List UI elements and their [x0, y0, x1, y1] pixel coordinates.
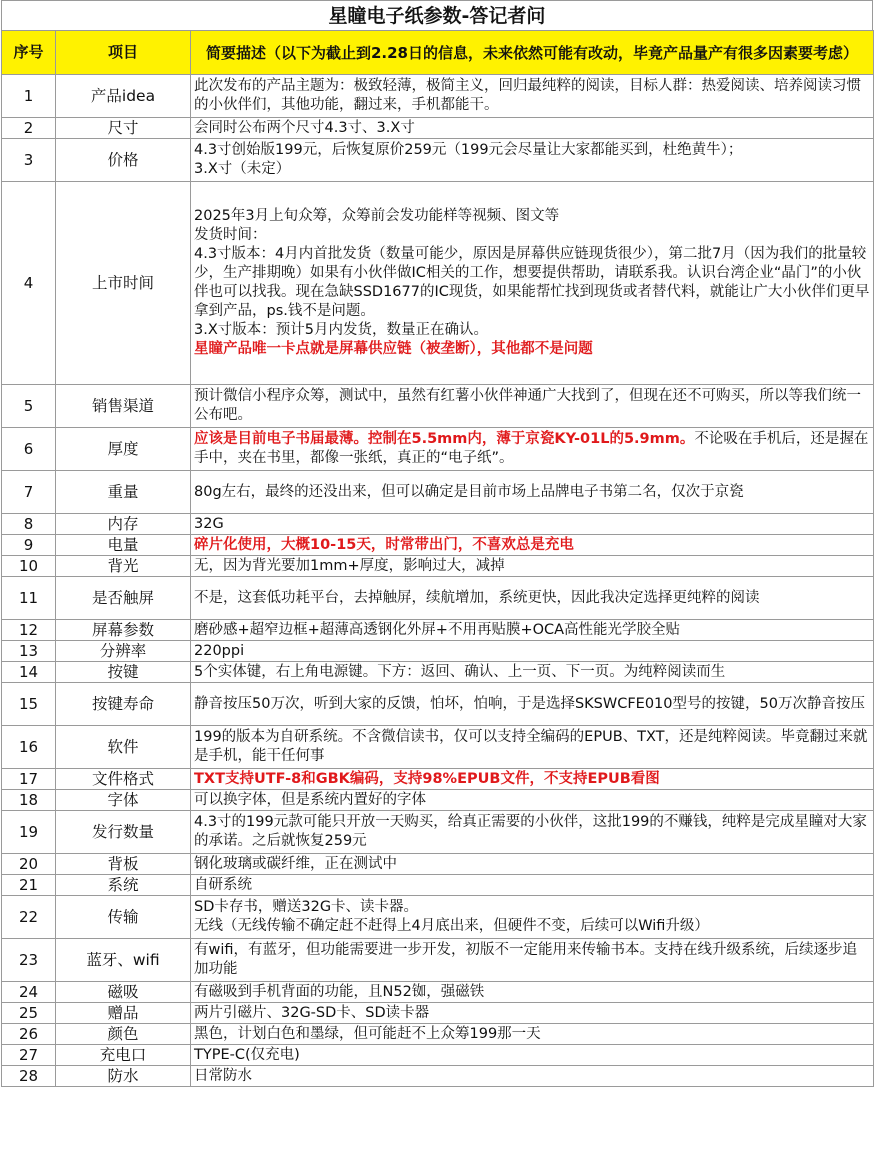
row-number: 16: [2, 726, 56, 769]
row-item: 发行数量: [56, 811, 191, 854]
row-number: 28: [2, 1066, 56, 1087]
row-description: [191, 769, 874, 790]
row-description: [191, 428, 874, 471]
description-text: 有wifi，有蓝牙，但功能需要进一步开发，初版不一定能用来传输书本。支持在线升级系统，后续逐步追加功能: [194, 942, 858, 977]
row-item: 产品idea: [56, 75, 191, 118]
description-text: 磨砂感+超窄边框+超薄高透钢化外屏+不用再贴膜+OCA高性能光学胶全贴: [194, 621, 681, 638]
row-description: [191, 790, 874, 811]
row-item: 价格: [56, 139, 191, 182]
description-line: [194, 340, 870, 359]
highlight-text: 星瞳产品唯一卡点就是屏幕供应链（被垄断），其他都不是问题: [194, 341, 593, 357]
table-row: [2, 577, 874, 620]
row-description: [191, 1003, 874, 1024]
row-number: 24: [2, 982, 56, 1003]
row-description: [191, 939, 874, 982]
table-row: [2, 620, 874, 641]
row-item: 防水: [56, 1066, 191, 1087]
table-row: [2, 471, 874, 514]
table-row: [2, 875, 874, 896]
row-number: 5: [2, 385, 56, 428]
table-row: [2, 854, 874, 875]
row-item: 屏幕参数: [56, 620, 191, 641]
description-line: [194, 876, 870, 895]
description-text: 无线（无线传输不确定赶不赶得上4月底出来，但硬件不变，后续可以Wifi升级）: [194, 918, 709, 934]
description-text: 有磁吸到手机背面的功能，且N52铷，强磁铁: [194, 983, 485, 1000]
description-line: [194, 536, 870, 555]
spreadsheet: [1, 0, 873, 1087]
description-line: [194, 813, 870, 851]
row-item: 软件: [56, 726, 191, 769]
description-line: [194, 245, 870, 321]
row-description: [191, 385, 874, 428]
description-text: 32G: [194, 515, 224, 532]
row-number: 25: [2, 1003, 56, 1024]
row-number: 3: [2, 139, 56, 182]
table-row: [2, 982, 874, 1003]
header-item: 项目: [56, 31, 191, 75]
description-line: [194, 642, 870, 661]
description-line: [194, 226, 870, 245]
description-line: [194, 917, 870, 936]
description-line: [194, 160, 870, 179]
table-row: [2, 811, 874, 854]
description-line: [194, 77, 870, 115]
table-row: [2, 769, 874, 790]
row-item: 是否触屏: [56, 577, 191, 620]
description-line: [194, 621, 870, 640]
row-number: 27: [2, 1045, 56, 1066]
row-item: 分辨率: [56, 641, 191, 662]
description-text: 静音按压50万次，听到大家的反馈，怕坏，怕响，于是选择SKSWCFE010型号的按键，50万次静音按压: [194, 695, 865, 712]
row-item: 颜色: [56, 1024, 191, 1045]
row-number: 15: [2, 683, 56, 726]
row-number: 7: [2, 471, 56, 514]
description-text: 自研系统: [194, 876, 252, 893]
description-text: 5个实体键，右上角电源键。下方：返回、确认、上一页、下一页。为纯粹阅读而生: [194, 663, 726, 680]
row-number: 12: [2, 620, 56, 641]
description-line: [194, 1067, 870, 1086]
description-text: 220ppi: [194, 642, 245, 659]
description-text: 黑色，计划白色和墨绿，但可能赶不上众筹199那一天: [194, 1025, 541, 1042]
table-row: [2, 118, 874, 139]
description-text: 此次发布的产品主题为：极致轻薄，极简主义，回归最纯粹的阅读，目标人群：热爱阅读、培养阅读习惯的小伙伴们，其他功能，翻过来，手机都能干。: [194, 78, 861, 113]
row-description: [191, 1024, 874, 1045]
description-text: 无，因为背光要加1mm+厚度，影响过大，减掉: [194, 557, 505, 574]
row-item: 厚度: [56, 428, 191, 471]
row-item: 上市时间: [56, 182, 191, 385]
table-row: [2, 1024, 874, 1045]
row-number: 17: [2, 769, 56, 790]
description-text: 80g左右，最终的还没出来，但可以确定是目前市场上品牌电子书第二名，仅次于京瓷: [194, 483, 744, 500]
row-description: [191, 471, 874, 514]
row-description: [191, 854, 874, 875]
row-number: 21: [2, 875, 56, 896]
highlight-text: 碎片化使用，大概10-15天，时常带出门，不喜欢总是充电: [194, 536, 574, 553]
table-row: [2, 641, 874, 662]
description-text: 4.3寸创始版199元，后恢复原价259元（199元会尽量让大家都能买到，杜绝黄牛）；: [194, 142, 743, 158]
row-description: [191, 556, 874, 577]
description-text: 可以换字体，但是系统内置好的字体: [194, 791, 426, 808]
description-text: 不论吸在手机后，还是握在手中，夹在书里，都像一张纸，真正的“电子纸”。: [194, 431, 869, 466]
row-description: [191, 662, 874, 683]
row-description: [191, 726, 874, 769]
description-line: [194, 941, 870, 979]
highlight-text: 应该是目前电子书届最薄。控制在5.5mm内，薄于京瓷KY-01L的5.9mm。: [194, 431, 695, 447]
row-description: [191, 683, 874, 726]
row-description: [191, 982, 874, 1003]
table-row: [2, 896, 874, 939]
header-desc: 简要描述（以下为截止到2.28日的信息，未来依然可能有改动，毕竟产品量产有很多因素要考虑）: [191, 31, 874, 75]
description-line: [194, 557, 870, 576]
row-number: 11: [2, 577, 56, 620]
description-line: [194, 430, 870, 468]
description-line: [194, 898, 870, 917]
description-text: SD卡存书，赠送32G卡、读卡器。: [194, 899, 419, 915]
row-number: 23: [2, 939, 56, 982]
description-line: [194, 483, 870, 502]
table-row: [2, 790, 874, 811]
row-item: 传输: [56, 896, 191, 939]
description-line: [194, 141, 870, 160]
row-number: 20: [2, 854, 56, 875]
description-line: [194, 983, 870, 1002]
table-row: [2, 726, 874, 769]
row-description: [191, 75, 874, 118]
row-description: [191, 182, 874, 385]
row-description: [191, 811, 874, 854]
row-item: 系统: [56, 875, 191, 896]
table-row: [2, 556, 874, 577]
row-description: [191, 535, 874, 556]
row-number: 14: [2, 662, 56, 683]
row-number: 9: [2, 535, 56, 556]
row-item: 尺寸: [56, 118, 191, 139]
row-item: 重量: [56, 471, 191, 514]
header-row: [2, 31, 874, 75]
spec-table: [1, 30, 874, 1087]
description-text: 不是，这套低功耗平台，去掉触屏，续航增加，系统更快，因此我决定选择更纯粹的阅读: [194, 589, 760, 606]
row-number: 18: [2, 790, 56, 811]
row-description: [191, 514, 874, 535]
row-number: 1: [2, 75, 56, 118]
description-text: 2025年3月上旬众筹，众筹前会发功能样等视频、图文等: [194, 208, 560, 224]
description-text: 两片引磁片、32G-SD卡、SD读卡器: [194, 1004, 430, 1021]
description-line: [194, 770, 870, 789]
description-text: 日常防水: [194, 1067, 252, 1084]
row-item: 字体: [56, 790, 191, 811]
row-description: [191, 875, 874, 896]
description-text: 4.3寸的199元款可能只开放一天购买，给真正需要的小伙伴，这批199的不赚钱，纯粹是完成星瞳对大家的承诺。之后就恢复259元: [194, 814, 867, 849]
row-item: 背板: [56, 854, 191, 875]
row-description: [191, 577, 874, 620]
description-text: 4.3寸版本：4月内首批发货（数量可能少，原因是屏幕供应链现货很少），第二批7月（因为我们的批量较少，生产排期晚）如果有小伙伴做IC相关的工作，想要提供帮助，请联系我。认识台湾企业“晶门”的小伙伴也可以找我。现在急缺SSD1677的IC现货，如果能帮忙找到现货或者替代料，就能让广大小伙伴们更早拿到产品，ps.钱不是问题。: [194, 246, 870, 319]
row-item: 充电口: [56, 1045, 191, 1066]
row-item: 背光: [56, 556, 191, 577]
description-line: [194, 207, 870, 226]
table-row: [2, 535, 874, 556]
table-row: [2, 428, 874, 471]
description-text: 发货时间：: [194, 227, 267, 243]
row-item: 文件格式: [56, 769, 191, 790]
row-item: 赠品: [56, 1003, 191, 1024]
description-line: [194, 1004, 870, 1023]
description-line: [194, 791, 870, 810]
table-row: [2, 1066, 874, 1087]
row-number: 10: [2, 556, 56, 577]
sheet-title: 星瞳电子纸参数-答记者问: [1, 0, 873, 30]
description-line: [194, 589, 870, 608]
row-number: 4: [2, 182, 56, 385]
row-item: 按键寿命: [56, 683, 191, 726]
description-text: 钢化玻璃或碳纤维，正在测试中: [194, 855, 397, 872]
highlight-text: TXT支持UTF-8和GBK编码，支持98%EPUB文件，不支持EPUB看图: [194, 770, 660, 787]
row-description: [191, 896, 874, 939]
description-text: 会同时公布两个尺寸4.3寸、3.X寸: [194, 119, 415, 136]
description-line: [194, 1025, 870, 1044]
description-line: [194, 855, 870, 874]
row-item: 按键: [56, 662, 191, 683]
description-line: [194, 387, 870, 425]
table-row: [2, 683, 874, 726]
description-text: TYPE-C(仅充电): [194, 1046, 300, 1063]
table-row: [2, 139, 874, 182]
description-text: 3.X寸（未定）: [194, 161, 291, 177]
table-row: [2, 939, 874, 982]
description-line: [194, 663, 870, 682]
description-text: 199的版本为自研系统。不含微信读书，仅可以支持全编码的EPUB、TXT，还是纯粹阅读。毕竟翻过来就是手机，能干任何事: [194, 729, 868, 764]
table-row: [2, 1003, 874, 1024]
row-description: [191, 139, 874, 182]
row-number: 22: [2, 896, 56, 939]
row-description: [191, 620, 874, 641]
table-row: [2, 385, 874, 428]
table-row: [2, 182, 874, 385]
table-row: [2, 662, 874, 683]
row-number: 19: [2, 811, 56, 854]
table-row: [2, 1045, 874, 1066]
row-item: 电量: [56, 535, 191, 556]
row-number: 2: [2, 118, 56, 139]
description-line: [194, 1046, 870, 1065]
row-number: 6: [2, 428, 56, 471]
row-number: 13: [2, 641, 56, 662]
row-description: [191, 118, 874, 139]
row-number: 26: [2, 1024, 56, 1045]
description-text: 预计微信小程序众筹，测试中，虽然有红薯小伙伴神通广大找到了，但现在还不可购买，所以等我们统一公布吧。: [194, 388, 861, 423]
row-item: 内存: [56, 514, 191, 535]
row-item: 蓝牙、wifi: [56, 939, 191, 982]
description-text: 3.X寸版本：预计5月内发货，数量正在确认。: [194, 322, 488, 338]
description-line: [194, 728, 870, 766]
row-description: [191, 641, 874, 662]
description-line: [194, 515, 870, 534]
row-number: 8: [2, 514, 56, 535]
row-description: [191, 1066, 874, 1087]
description-line: [194, 321, 870, 340]
row-item: 磁吸: [56, 982, 191, 1003]
description-line: [194, 119, 870, 138]
header-num: 序号: [2, 31, 56, 75]
table-row: [2, 514, 874, 535]
row-item: 销售渠道: [56, 385, 191, 428]
description-line: [194, 695, 870, 714]
table-row: [2, 75, 874, 118]
row-description: [191, 1045, 874, 1066]
